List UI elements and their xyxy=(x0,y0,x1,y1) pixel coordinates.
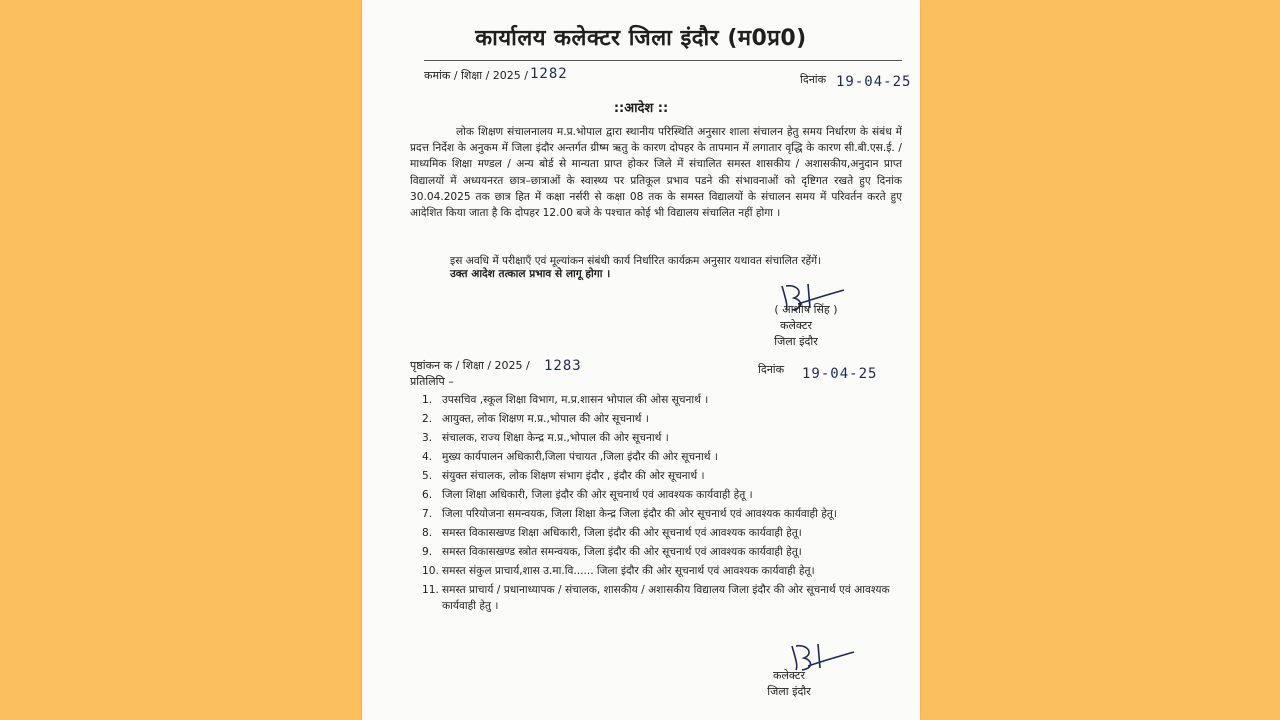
office-title: कार्यालय कलेक्टर जिला इंदौर (म0प्र0) xyxy=(475,26,807,51)
order-heading: ::आदेश :: xyxy=(613,101,669,116)
list-item: 4. मुख्य कार्यपालन अधिकारी,जिला पंचायत ,जिला इंदौर की ओर सूचनार्थ । xyxy=(422,451,718,463)
order-ref-prefix: कमांक / शिक्षा / 2025 / xyxy=(424,69,528,82)
order-date-label: दिनांक xyxy=(800,73,827,86)
signatory-designation: कलेक्टर xyxy=(780,319,812,332)
endorsement-date: 19-04-25 xyxy=(802,366,878,382)
copy-list xyxy=(422,392,892,617)
list-item: 9. समस्त विकासखण्ड स्त्रोत समन्वयक, जिला इंदौर की ओर सूचनार्थ एवं आवश्यक कार्यवाही हेतू। xyxy=(422,546,802,558)
copy-label: प्रतिलिपि – xyxy=(410,375,454,388)
order-date: 19-04-25 xyxy=(836,74,912,90)
list-item: 2. आयुक्त, लोक शिक्षण म.प्र.,भोपाल की ओर सूचनार्थ । xyxy=(422,413,649,425)
document-page xyxy=(362,0,920,720)
list-item: 10. समस्त संकुल प्राचार्य,शास उ.मा.वि...... जिला इंदौर की ओर सूचनार्थ एवं आवश्यक कार्यवाही हेतू। xyxy=(422,565,815,577)
endorsement-prefix: पृष्ठांकन क / शिक्षा / 2025 / xyxy=(410,359,530,372)
list-item: 7. जिला परियोजना समन्वयक, जिला शिक्षा केन्द्र जिला इंदौर की ओर सूचनार्थ एवं आवश्यक कार्यवाही हेतू। xyxy=(422,508,837,520)
signatory-office: जिला इंदौर xyxy=(774,335,818,348)
endorsement-number: 1283 xyxy=(544,358,582,374)
list-item: 11. समस्त प्राचार्य / प्रधानाध्यापक / संचालक, शासकीय / अशासकीय विद्यालय जिला इंदौर की ओर सूचनार्थ एवं आवश्यक कार्यवाही हेतु । xyxy=(422,584,890,612)
signatory-name: ( आशीष सिंह ) xyxy=(774,303,838,316)
paragraph-2-text: इस अवधि में परीक्षाएँ एवं मूल्यांकन संबंधी कार्य निर्धारित कार्यक्रम अनुसार यथावत संचालित रहेंगें। xyxy=(450,255,822,267)
order-ref-number: 1282 xyxy=(530,66,568,82)
list-item: 1. उपसचिव ,स्कूल शिक्षा विभाग, म.प्र.शासन भोपाल की ओस सूचनार्थ । xyxy=(422,394,709,406)
list-item: 6. जिला शिक्षा अधिकारी, जिला इंदौर की ओर सूचनार्थ एवं आवश्यक कार्यवाही हेतू । xyxy=(422,489,753,501)
paragraph-3-text: उक्त आदेश तत्काल प्रभाव से लागू होगा । xyxy=(450,268,611,280)
list-item: 3. संचालक, राज्य शिक्षा केन्द्र म.प्र.,भोपाल की ओर सूचनार्थ । xyxy=(422,432,669,444)
title-divider xyxy=(424,60,902,61)
paragraph-1-text: लोक शिक्षण संचालनालय म.प्र.भोपाल द्वारा स्थानीय परिस्थिति अनुसार शाला संचालन हेतु समय निर्धारण के संबंध में प्रदत्त निर्देश के अनुकम में जिला इंदौर अन्तर्गत ग्रीष्म ऋतु के कारण दोपहर के तापमान में लगातार वृद्धि के कारण सी.बी.एस.ई. / माध्यमिक शिक्षा मण्डल / अन्य बोर्ड से मान्यता प्राप्त होकर जिले में संचालित समस्त शासकीय / अशासकीय,अनुदान प्राप्त विद्यालयों में अध्ययनरत छात्र–छात्राओं के स्वास्थ्य पर प्रतिकूल प्रभाव पडने की संभावनाओं को दृष्टिगत रखते हुए दिनांक 30.04.2025 तक छात्र हित में कक्षा नर्सरी से कक्षा 08 तक के समस्त विद्यालयों के संचालन समय में परिवर्तन करते हुए आदेशित किया जाता है कि दोपहर 12.00 बजे के पश्चात कोई भी विद्यालय संचालित नहीं होगा । xyxy=(410,126,902,220)
order-paragraph-1 xyxy=(410,124,902,221)
signatory-2-office: जिला इंदौर xyxy=(767,685,811,698)
signatory-2-designation: कलेक्टर xyxy=(773,669,805,682)
list-item: 8. समस्त विकासखण्ड शिक्षा अधिकारी, जिला इंदौर की ओर सूचनार्थ एवं आवश्यक कार्यवाही हेतू। xyxy=(422,527,802,539)
list-item: 5. संयुक्त संचालक, लोक शिक्षण संभाग इंदौर , इंदौर की ओर सूचनार्थ । xyxy=(422,470,705,482)
endorsement-date-label: दिनांक xyxy=(758,363,785,376)
